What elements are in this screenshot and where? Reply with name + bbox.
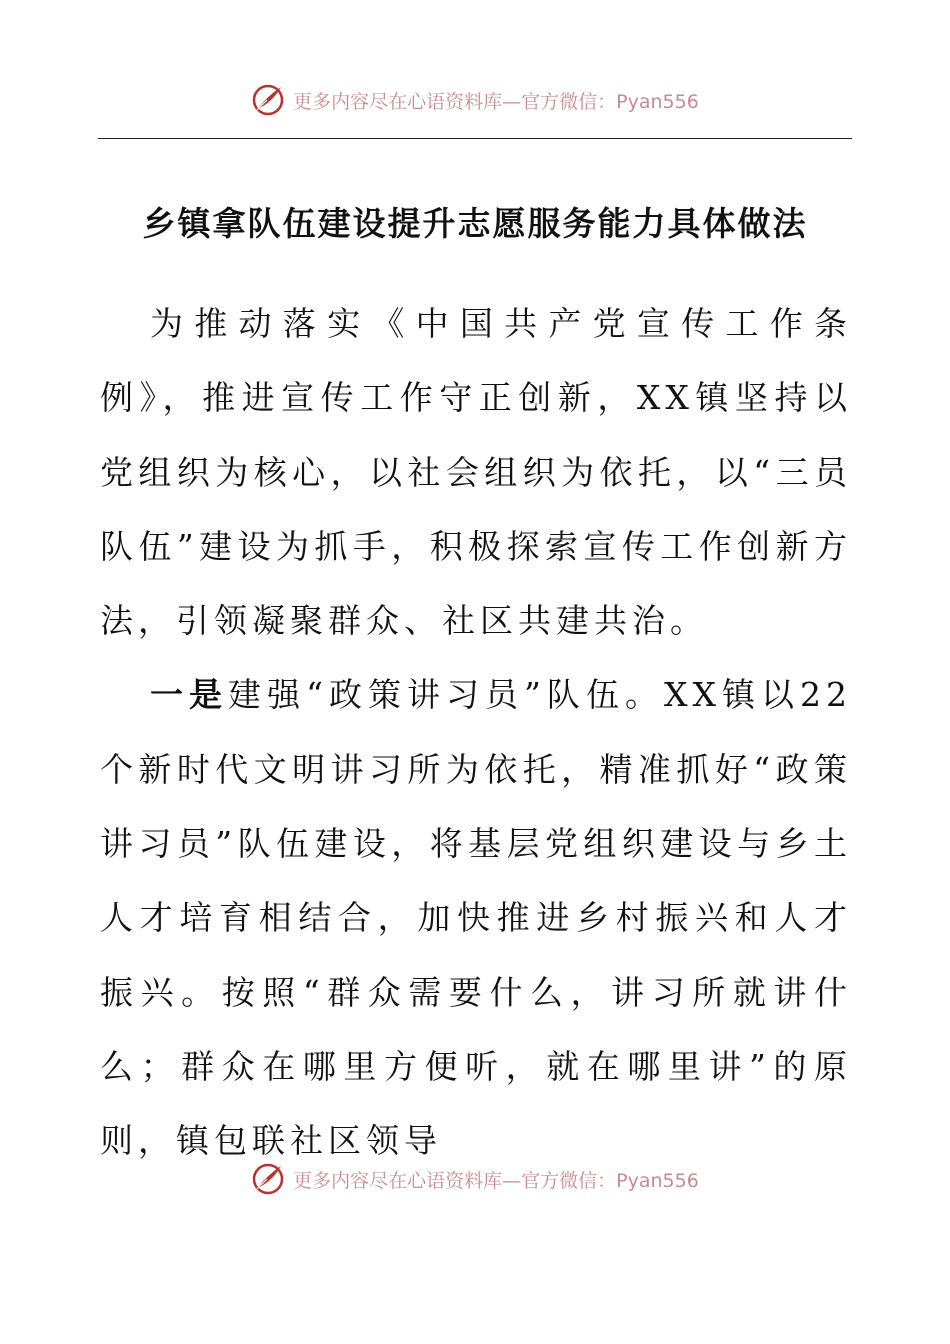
footer-watermark xyxy=(0,1162,950,1196)
watermark-text: 更多内容尽在心语资料库—官方微信：Pyan556 xyxy=(293,1169,699,1192)
header-divider xyxy=(98,138,852,139)
document-body xyxy=(100,287,852,1179)
header-watermark xyxy=(0,83,950,117)
quill-logo-icon xyxy=(251,1162,285,1196)
paragraph-lead: 一是 xyxy=(150,675,229,715)
watermark-text: 更多内容尽在心语资料库—官方微信：Pyan556 xyxy=(293,90,699,113)
document-title: 乡镇拿队伍建设提升志愿服务能力具体做法 xyxy=(142,204,808,243)
paragraph-intro: 为推动落实《中国共产党宣传工作条例》，推进宣传工作守正创新，XX镇坚持以党组织为核心，以社会组织为依托，以“三员队伍”建设为抓手，积极探索宣传工作创新方法，引领凝聚群众、社区共建共治。 xyxy=(100,304,852,641)
paragraph-first-point: 一是建强“政策讲习员”队伍。XX镇以22个新时代文明讲习所为依托，精准抓好“政策讲习员”队伍建设，将基层党组织建设与乡土人才培育相结合，加快推进乡村振兴和人才振兴。按照“群众需要什么，讲习所就讲什么；群众在哪里方便听，就在哪里讲”的原则，镇包联社区领导 xyxy=(100,675,853,1161)
quill-logo-icon xyxy=(251,83,285,117)
